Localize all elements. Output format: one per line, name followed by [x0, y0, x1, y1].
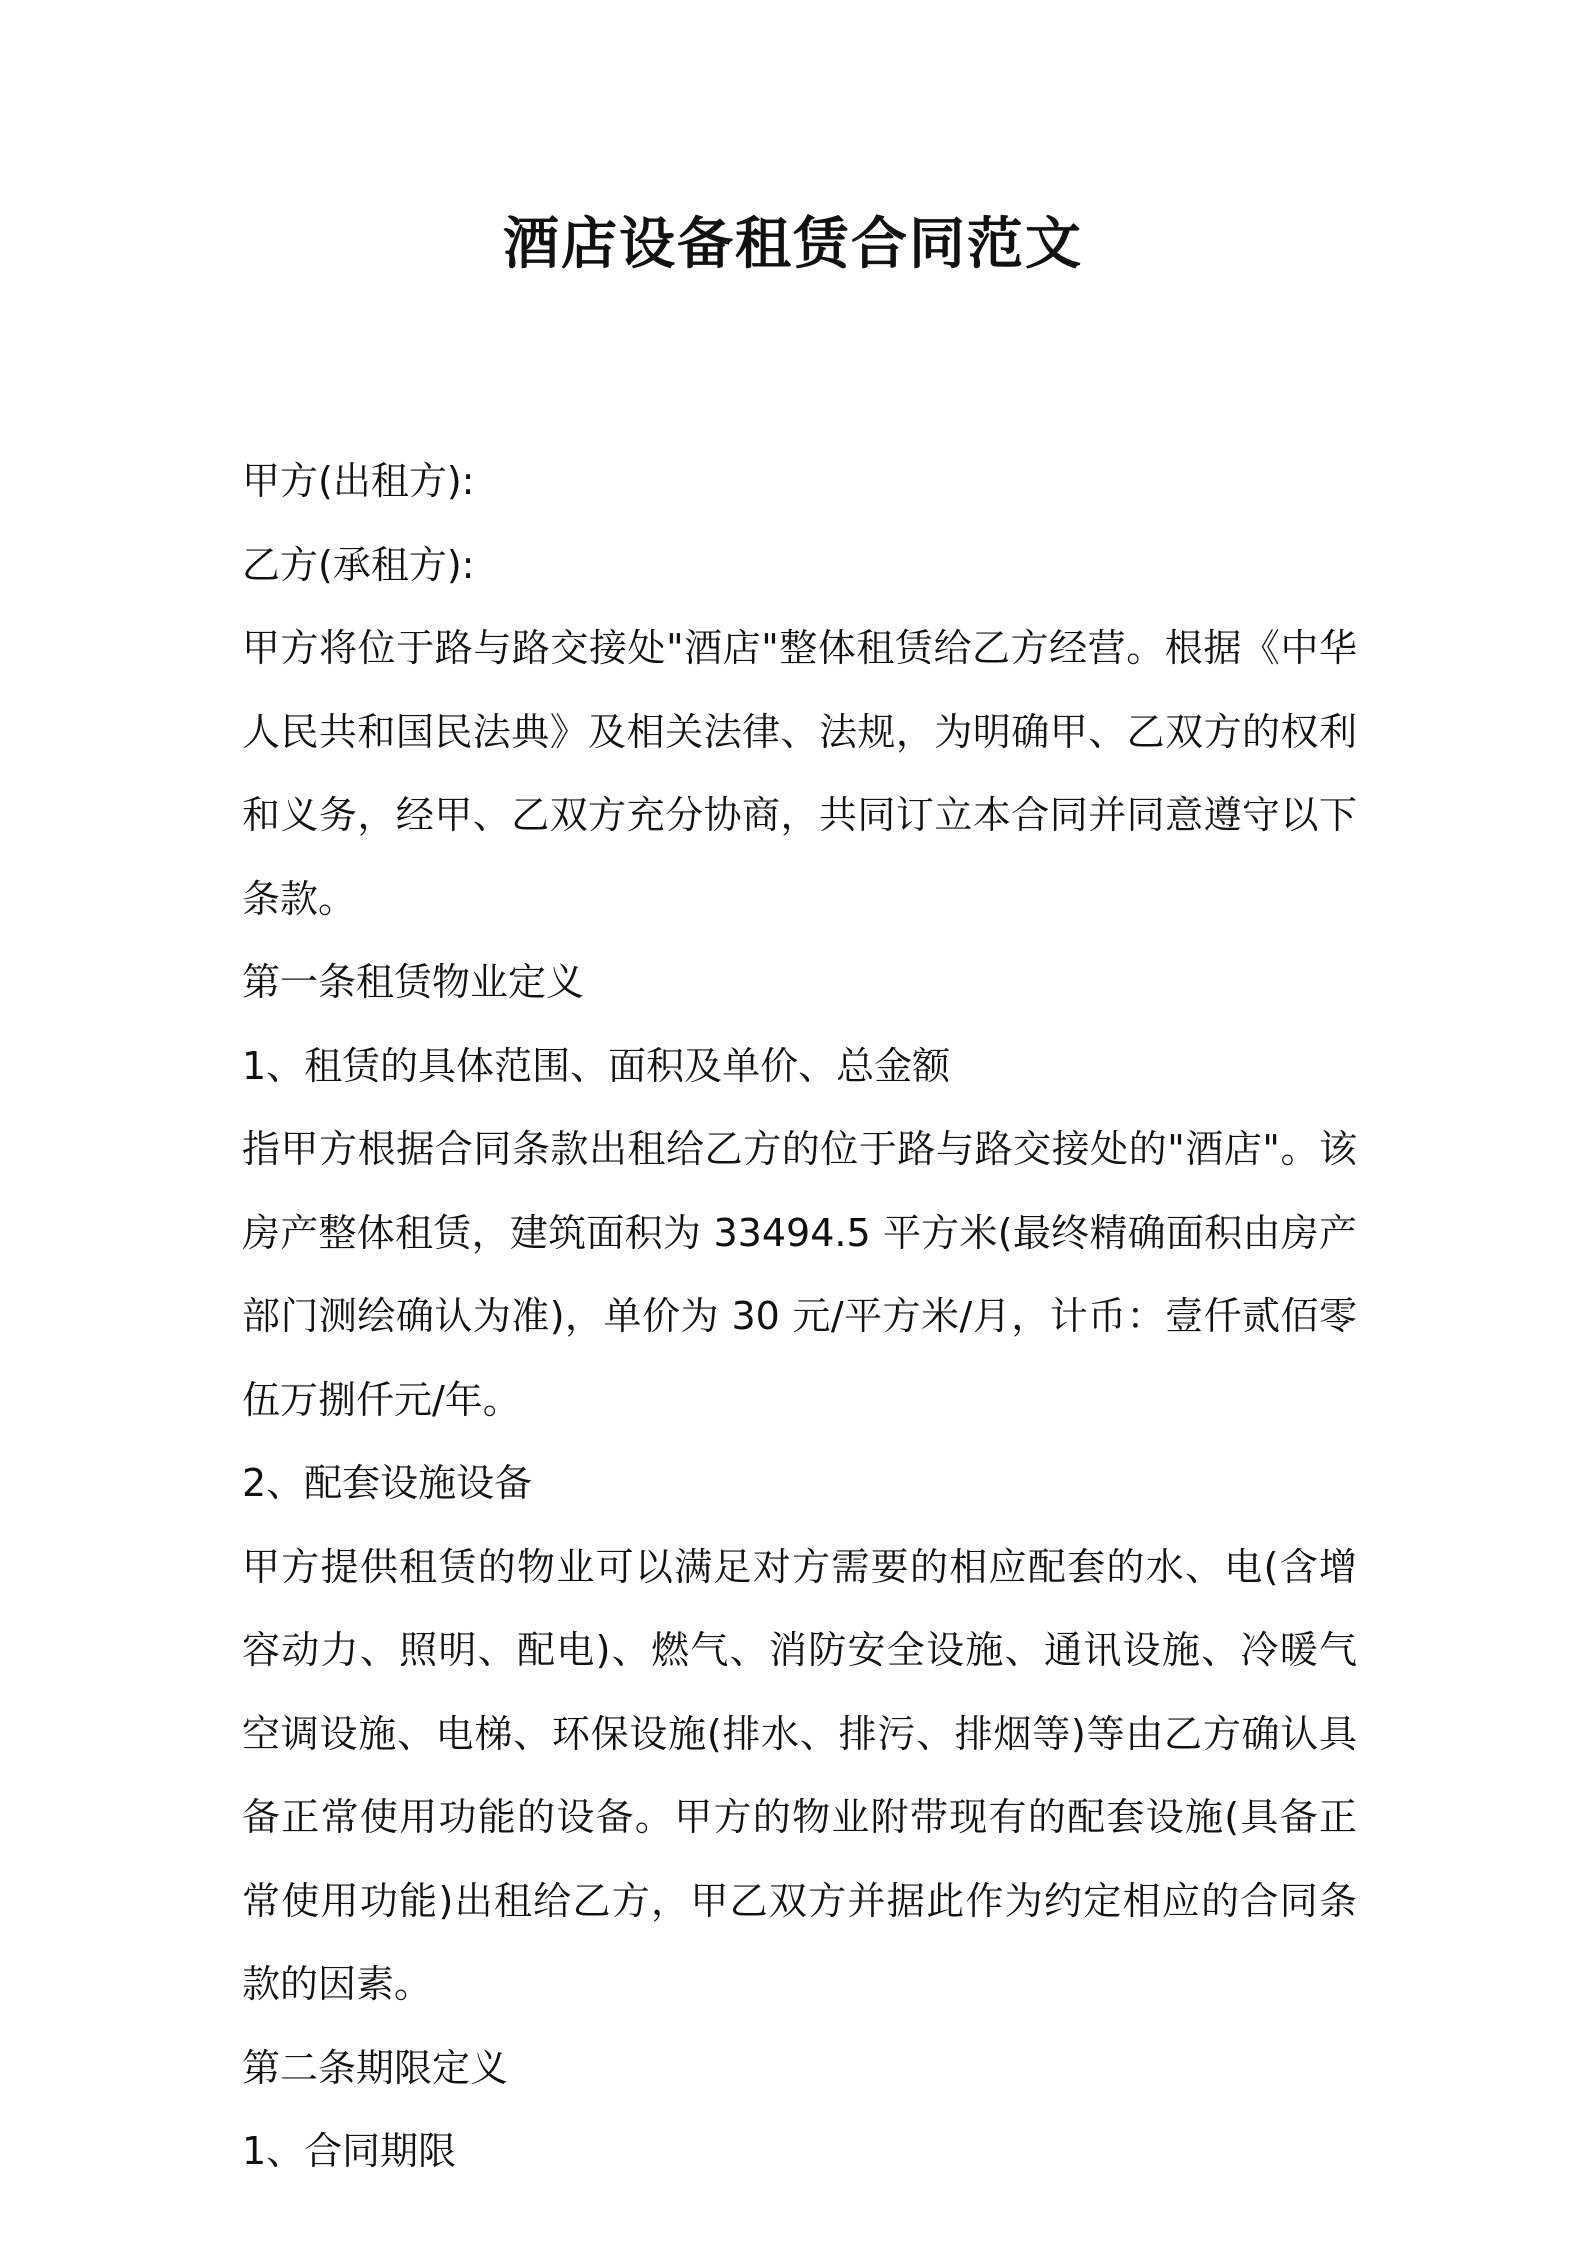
article-2-item-1-heading: 1、合同期限 [242, 2129, 457, 2173]
document-body [242, 440, 1357, 2194]
article-1-item-1-paragraph: 指甲方根据合同条款出租给乙方的位于路与路交接处的"酒店"。该房产整体租赁，建筑面积为 33494.5 平方米(最终精确面积由房产部门测绘确认为准)，单价为 30 元/平方米/月，计币：壹仟贰佰零伍万捌仟元/年。 [242, 1127, 1357, 1422]
article-1-item-1-heading: 1、租赁的具体范围、面积及单价、总金额 [242, 1043, 951, 1088]
document-title: 酒店设备租赁合同范文 [503, 212, 1083, 277]
party-b-line: 乙方(承租方): [242, 542, 475, 587]
intro-paragraph: 甲方将位于路与路交接处"酒店"整体租赁给乙方经营。根据《中华人民共和国民法典》及相关法律、法规，为明确甲、乙双方的权利和义务，经甲、乙双方充分协商，共同订立本合同并同意遵守以下条款。 [242, 626, 1357, 921]
article-1-item-2-paragraph: 甲方提供租赁的物业可以满足对方需要的相应配套的水、电(含增容动力、照明、配电)、燃气、消防安全设施、通讯设施、冷暖气空调设施、电梯、环保设施(排水、排污、排烟等)等由乙方确认具备正常使用功能的设备。甲方的物业附带现有的配套设施(具备正常使用功能)出租给乙方，甲乙双方并据此作为约定相应的合同条款的因素。 [242, 1544, 1358, 2006]
article-2-heading: 第二条期限定义 [242, 2045, 509, 2090]
party-a-line: 甲方(出租方): [242, 459, 475, 503]
article-1-item-2-heading: 2、配套设施设备 [242, 1461, 533, 1505]
article-1-heading: 第一条租赁物业定义 [242, 960, 585, 1004]
